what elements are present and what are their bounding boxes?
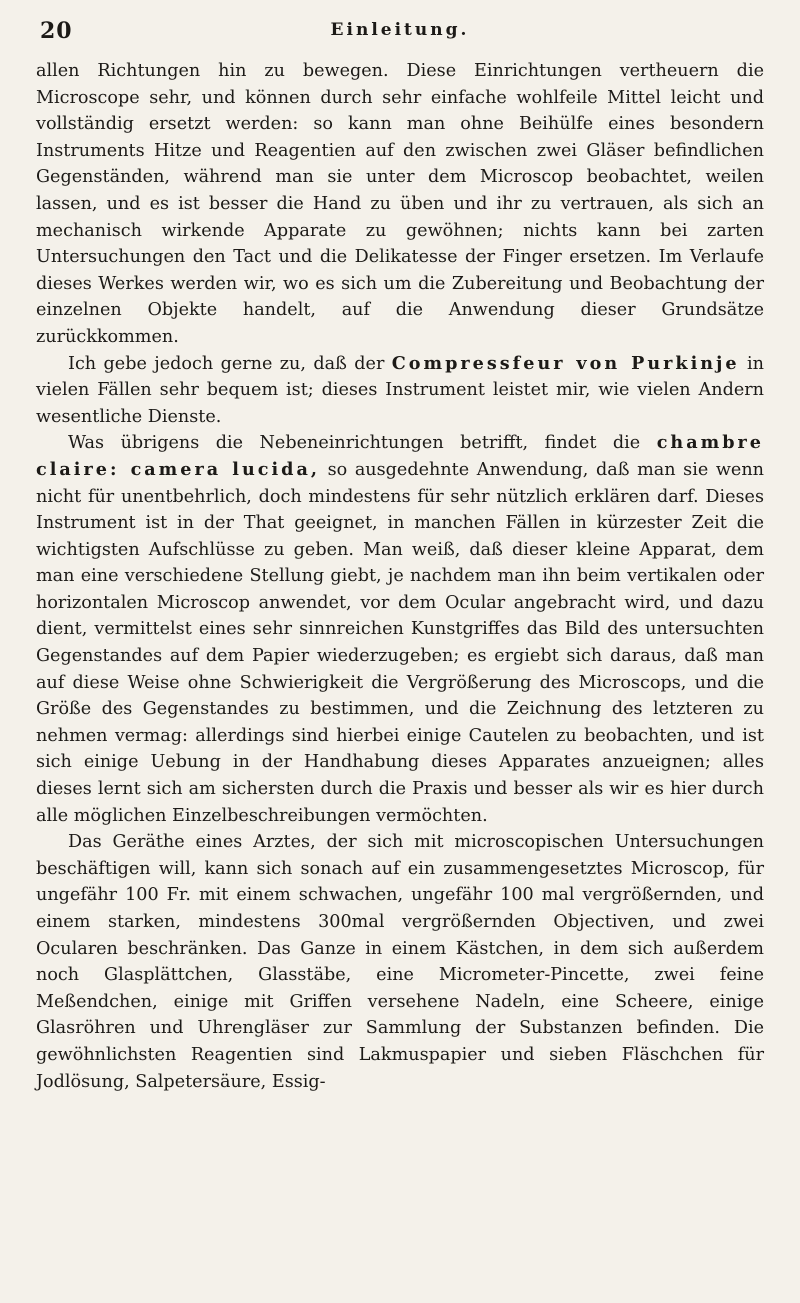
emphasized-term: Compressfeur von Purkinje [391, 352, 740, 374]
paragraph [36, 829, 764, 1095]
paragraph [36, 351, 764, 431]
page-number: 20 [40, 18, 73, 44]
body-text [36, 58, 764, 1095]
paragraph-text: in vielen Fällen sehr bequem ist; dieses Instrument leistet mir, wie vielen Andern wesentliche Dienste. [36, 353, 764, 427]
paragraph-text: Das Geräthe eines Arztes, der sich mit microscopischen Untersuchungen beschäftigen will, kann sich sonach auf ein zusammengesetztes Microscop, für ungefähr 100 Fr. mit einem schwachen, ungefähr 100 mal vergrößernden, und einem starken, mindestens 300mal vergrößernden Objectiven, und zwei Ocularen beschränken. Das Ganze in einem Kästchen, in dem sich außerdem noch Glasplättchen, Glasstäbe, eine Micrometer-Pincette, zwei feine Meßendchen, einige mit Griffen versehene Nadeln, eine Scheere, einige Glasröhren und Uhrengläser zur Sammlung der Substanzen befinden. Die gewöhnlichsten Reagentien sind Lakmuspapier und sieben Fläschchen für Jodlösung, Salpetersäure, Essig- [36, 832, 764, 1092]
paragraph [36, 430, 764, 829]
paragraph-text: Ich gebe jedoch gerne zu, daß der [68, 353, 392, 374]
paragraph-text: so ausgedehnte Anwendung, daß man sie wenn nicht für unentbehrlich, doch mindestens für sehr nützlich erklären darf. Dieses Instrument ist in der That geeignet, in manchen Fällen in kürzester Zeit die wichtigsten Aufschlüsse zu geben. Man weiß, daß dieser kleine Apparat, dem man eine verschiedene Stellung giebt, je nachdem man ihn beim vertikalen oder horizontalen Microscop anwendet, vor dem Ocular angebracht wird, und dazu dient, vermittelst eines sehr sinnreichen Kunstgriffes das Bild des untersuchten Gegenstandes auf dem Papier wiederzugeben; es ergiebt sich daraus, daß man auf diese Weise ohne Schwierigkeit die Vergrößerung des Microscops, und die Größe des Gegenstandes zu bestimmen, und die Zeichnung des letzteren zu nehmen vermag: allerdings sind hierbei einige Cautelen zu beobachten, und ist sich einige Uebung in der Handhabung dieses Apparates anzueignen; alles dieses lernt sich am sichersten durch die Praxis und besser als wir es hier durch alle möglichen Einzelbeschreibungen vermöchten. [36, 459, 764, 826]
paragraph-text: allen Richtungen hin zu bewegen. Diese Einrichtungen vertheuern die Microscope sehr, und können durch sehr einfache wohlfeile Mittel leicht und vollständig ersetzt werden: so kann man ohne Beihülfe eines besondern Instruments Hitze und Reagentien auf den zwischen zwei Gläser befindlichen Gegenständen, während man sie unter dem Microscop beobachtet, weilen lassen, und es ist besser die Hand zu üben und ihr zu vertrauen, als sich an mechanisch wirkende Apparate zu gewöhnen; nichts kann bei zarten Untersuchungen den Tact und die Delikatesse der Finger ersetzen. Im Verlaufe dieses Werkes werden wir, wo es sich um die Zubereitung und Beobachtung der einzelnen Objekte handelt, auf die Anwendung dieser Grundsätze zurückkommen. [36, 61, 764, 347]
running-head: Einleitung. [330, 20, 470, 40]
paragraph-text: Was übrigens die Nebeneinrichtungen betrifft, findet die [68, 433, 657, 454]
emphasized-term: chambre claire: camera lucida, [36, 432, 764, 480]
page-header [36, 10, 764, 50]
paragraph [36, 58, 764, 351]
book-page [36, 10, 764, 1095]
